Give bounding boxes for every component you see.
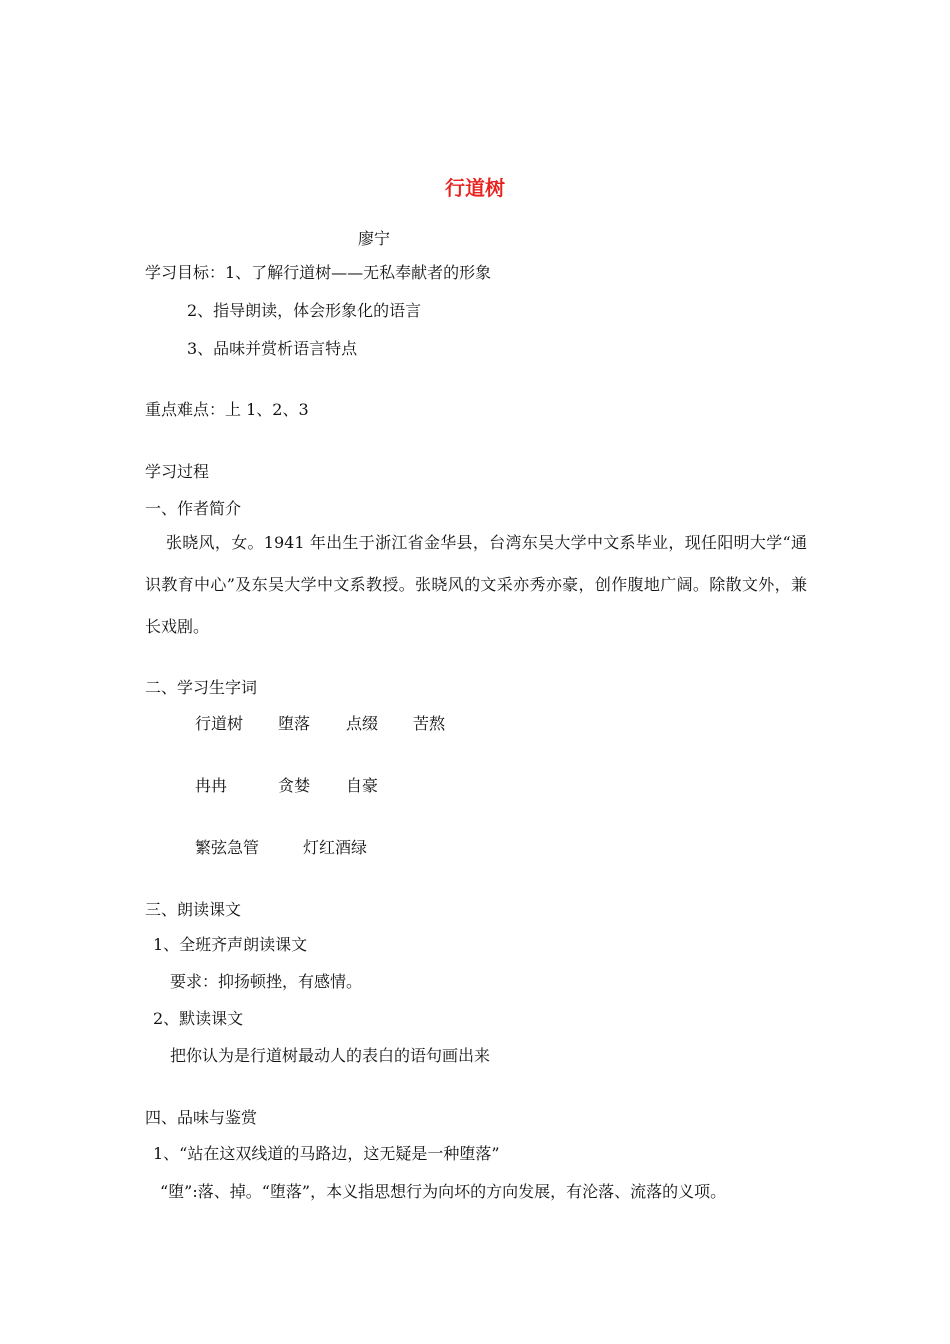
appreciation-item-1: 1、“站在这双线道的马路边，这无疑是一种堕落” [153,1144,500,1163]
vocab-word: 苦熬 [413,714,446,733]
appreciation-item-1-note: “堕”:落、掉。“堕落”，本义指思想行为向坏的方向发展，有沦落、流落的义项。 [160,1182,727,1201]
reading-item-2: 2、默读课文 [153,1009,244,1028]
vocab-word: 冉冉 [195,776,228,795]
vocab-word: 点缀 [346,714,379,733]
section-appreciation-heading: 四、品味与鉴赏 [145,1108,258,1127]
learning-goals-heading: 学习目标：1、了解行道树——无私奉献者的形象 [145,263,492,282]
reading-item-1-requirement: 要求：抑扬顿挫，有感情。 [170,972,363,991]
learning-goal-3: 3、品味并赏析语言特点 [187,339,358,358]
author-bio-paragraph: 张晓风，女。1941 年出生于浙江省金华县，台湾东吴大学中文系毕业，现任阳明大学“通识教育中心”及东吴大学中文系教授。张晓风的文采亦秀亦豪，创作腹地广阔。除散文外，兼长戏剧。 [145,533,807,636]
section-vocab-heading: 二、学习生字词 [145,678,258,697]
section-reading-heading: 三、朗读课文 [145,900,242,919]
vocab-word: 贪婪 [278,776,311,795]
reading-item-1: 1、全班齐声朗读课文 [153,935,308,954]
vocab-word: 堕落 [278,714,311,733]
reading-item-2-requirement: 把你认为是行道树最动人的表白的语句画出来 [170,1046,491,1065]
key-points: 重点难点：上 1、2、3 [145,400,309,419]
section-author-heading: 一、作者简介 [145,499,242,518]
vocab-word: 灯红酒绿 [303,838,368,857]
learning-goal-2: 2、指导朗读，体会形象化的语言 [187,301,422,320]
document-title: 行道树 [445,176,505,200]
vocab-word: 繁弦急管 [195,838,260,857]
author-name: 廖宁 [358,229,391,248]
process-heading: 学习过程 [145,462,210,481]
vocab-word: 自豪 [346,776,379,795]
vocab-word: 行道树 [195,714,244,733]
